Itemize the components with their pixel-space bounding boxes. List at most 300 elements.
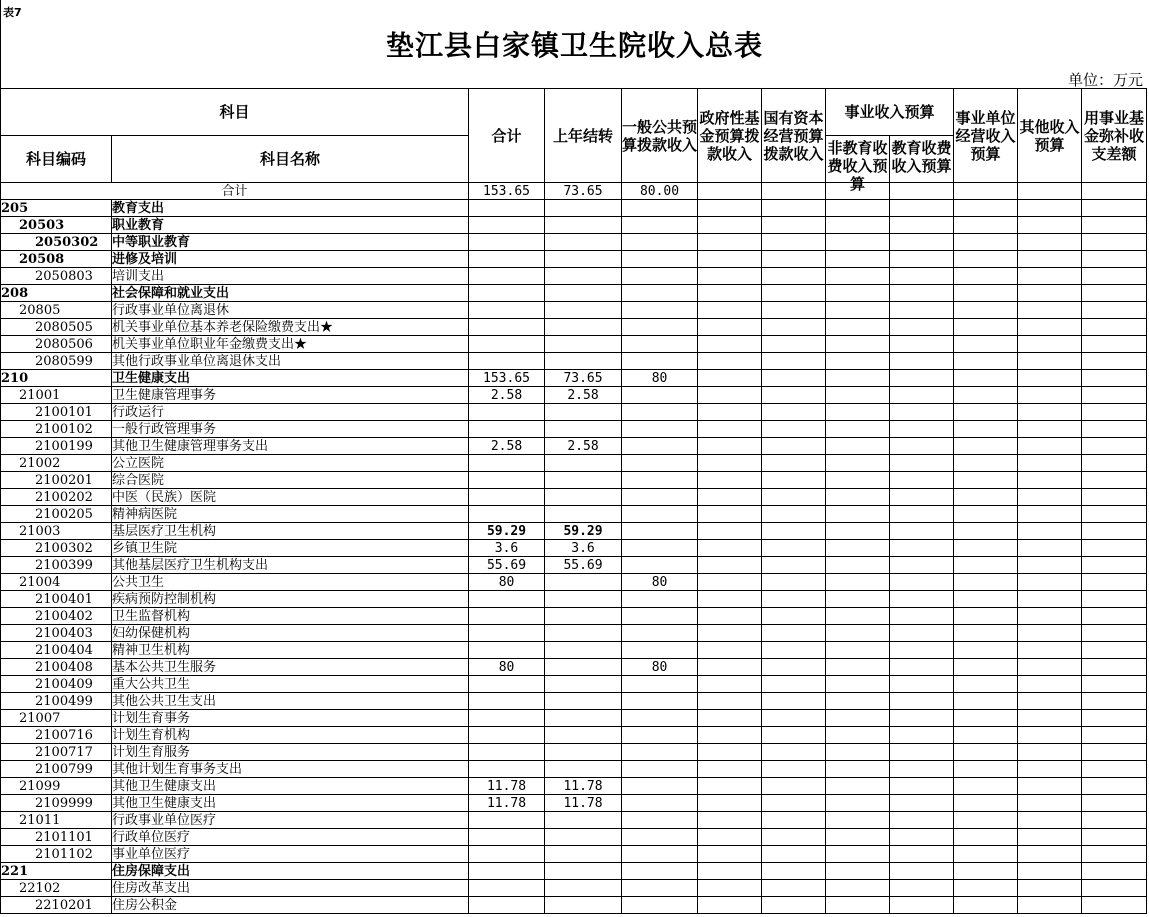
empty-cell [698, 506, 762, 523]
row-code: 2100716 [1, 727, 112, 744]
header-non-edu [826, 136, 890, 193]
empty-cell [1082, 489, 1147, 506]
empty-cell [1082, 642, 1147, 659]
empty-cell [1018, 574, 1082, 591]
empty-cell [826, 846, 890, 863]
empty-cell [762, 455, 826, 472]
table-row [1, 370, 1147, 387]
empty-cell [954, 387, 1018, 404]
empty-cell [762, 727, 826, 744]
empty-cell [954, 523, 1018, 540]
row-general [622, 846, 698, 863]
empty-cell [954, 200, 1018, 217]
row-code: 2100404 [1, 642, 112, 659]
empty-cell [698, 727, 762, 744]
empty-cell [1018, 608, 1082, 625]
empty-cell [826, 489, 890, 506]
row-general [622, 353, 698, 370]
row-total [469, 251, 545, 268]
empty-cell [762, 234, 826, 251]
row-total [469, 710, 545, 727]
empty-cell [954, 217, 1018, 234]
empty-cell [762, 744, 826, 761]
row-carryover [545, 676, 622, 693]
header-total: 合计 [469, 89, 545, 183]
empty-cell [826, 336, 890, 353]
empty-cell [1018, 778, 1082, 795]
row-name: 职业教育 [112, 217, 469, 234]
empty-cell [762, 404, 826, 421]
row-code: 210 [1, 370, 112, 387]
empty-cell [762, 217, 826, 234]
empty-cell [826, 608, 890, 625]
empty-cell [698, 472, 762, 489]
empty-cell [826, 200, 890, 217]
row-carryover: 11.78 [545, 778, 622, 795]
row-code: 2080505 [1, 319, 112, 336]
empty-cell [1082, 863, 1147, 880]
empty-cell [890, 251, 954, 268]
row-total [469, 693, 545, 710]
empty-cell [762, 353, 826, 370]
table-row [1, 693, 1147, 710]
row-name: 精神卫生机构 [112, 642, 469, 659]
empty-cell [890, 778, 954, 795]
empty-cell [826, 642, 890, 659]
empty-cell [890, 795, 954, 812]
table-row [1, 302, 1147, 319]
header-gov-fund: 政府性基金预算拨款收入 [698, 89, 762, 183]
empty-cell [826, 251, 890, 268]
row-name: 其他卫生健康支出 [112, 778, 469, 795]
row-code: 2100799 [1, 761, 112, 778]
row-name: 综合医院 [112, 472, 469, 489]
empty-cell [954, 676, 1018, 693]
row-total: 55.69 [469, 557, 545, 574]
empty-cell [826, 302, 890, 319]
row-carryover [545, 336, 622, 353]
empty-cell [1082, 387, 1147, 404]
table-row [1, 863, 1147, 880]
empty-cell [698, 591, 762, 608]
empty-cell [890, 591, 954, 608]
row-general [622, 863, 698, 880]
empty-cell [698, 829, 762, 846]
table-row [1, 251, 1147, 268]
empty-cell [1082, 659, 1147, 676]
empty-cell [826, 472, 890, 489]
empty-cell [1018, 710, 1082, 727]
row-total [469, 829, 545, 846]
empty-cell [762, 336, 826, 353]
empty-cell [698, 489, 762, 506]
empty-cell [826, 217, 890, 234]
empty-cell [954, 455, 1018, 472]
row-general [622, 829, 698, 846]
row-general: 80 [622, 370, 698, 387]
empty-cell [762, 642, 826, 659]
empty-cell [954, 404, 1018, 421]
table-row [1, 353, 1147, 370]
table-row [1, 574, 1147, 591]
empty-cell [698, 217, 762, 234]
row-general [622, 217, 698, 234]
table-row [1, 217, 1147, 234]
empty-cell [826, 812, 890, 829]
empty-cell [890, 404, 954, 421]
empty-cell [1018, 591, 1082, 608]
empty-cell [762, 591, 826, 608]
row-carryover [545, 421, 622, 438]
empty-cell [698, 302, 762, 319]
empty-cell [890, 812, 954, 829]
row-name: 机关事业单位基本养老保险缴费支出★ [112, 319, 469, 336]
header-name: 科目名称 [112, 136, 469, 183]
empty-cell [1082, 540, 1147, 557]
empty-cell [826, 897, 890, 914]
row-total [469, 642, 545, 659]
row-name: 其他基层医疗卫生机构支出 [112, 557, 469, 574]
row-total [469, 812, 545, 829]
empty-cell [826, 387, 890, 404]
row-name: 疾病预防控制机构 [112, 591, 469, 608]
empty-cell [890, 880, 954, 897]
table-row [1, 557, 1147, 574]
empty-cell [762, 676, 826, 693]
empty-cell [762, 285, 826, 302]
row-carryover [545, 472, 622, 489]
empty-cell [762, 625, 826, 642]
total-row [1, 183, 1147, 200]
row-carryover [545, 761, 622, 778]
empty-cell [698, 676, 762, 693]
empty-cell [762, 489, 826, 506]
row-general: 80 [622, 574, 698, 591]
table-row [1, 540, 1147, 557]
empty-cell [698, 523, 762, 540]
empty-cell [1082, 200, 1147, 217]
empty-cell [698, 795, 762, 812]
empty-cell [954, 557, 1018, 574]
empty-cell [890, 897, 954, 914]
row-general [622, 812, 698, 829]
table-row [1, 625, 1147, 642]
row-code: 2100302 [1, 540, 112, 557]
empty-cell [954, 778, 1018, 795]
row-code: 2100403 [1, 625, 112, 642]
row-code: 2100102 [1, 421, 112, 438]
table-row [1, 506, 1147, 523]
row-general [622, 880, 698, 897]
row-carryover [545, 625, 622, 642]
row-carryover [545, 727, 622, 744]
row-general [622, 608, 698, 625]
empty-cell [1018, 234, 1082, 251]
empty-cell [1082, 353, 1147, 370]
empty-cell [1082, 523, 1147, 540]
row-name: 妇幼保健机构 [112, 625, 469, 642]
empty-cell [1018, 438, 1082, 455]
row-carryover [545, 353, 622, 370]
row-carryover [545, 251, 622, 268]
header-business-income: 事业收入预算 [826, 89, 954, 136]
row-total: 153.65 [469, 370, 545, 387]
empty-cell [890, 319, 954, 336]
empty-cell [890, 693, 954, 710]
table-row [1, 268, 1147, 285]
empty-cell [1082, 302, 1147, 319]
row-code: 2100499 [1, 693, 112, 710]
row-carryover [545, 200, 622, 217]
empty-cell [954, 761, 1018, 778]
row-total [469, 863, 545, 880]
row-carryover [545, 608, 622, 625]
row-code: 21011 [1, 812, 112, 829]
row-carryover: 59.29 [545, 523, 622, 540]
empty-cell [954, 421, 1018, 438]
row-code: 2100402 [1, 608, 112, 625]
row-general [622, 557, 698, 574]
row-total [469, 268, 545, 285]
empty-cell [826, 778, 890, 795]
empty-cell [1082, 319, 1147, 336]
empty-cell [890, 710, 954, 727]
empty-cell [890, 506, 954, 523]
empty-cell [954, 625, 1018, 642]
row-total [469, 676, 545, 693]
empty-cell [1082, 268, 1147, 285]
table-row [1, 404, 1147, 421]
table-row [1, 744, 1147, 761]
empty-cell [1018, 761, 1082, 778]
row-name: 公共卫生 [112, 574, 469, 591]
row-name: 行政事业单位离退休 [112, 302, 469, 319]
row-total [469, 302, 545, 319]
empty-cell [698, 574, 762, 591]
empty-cell [954, 506, 1018, 523]
empty-cell [954, 608, 1018, 625]
row-code: 20805 [1, 302, 112, 319]
row-name: 其他公共卫生支出 [112, 693, 469, 710]
table-row [1, 846, 1147, 863]
empty-cell [826, 455, 890, 472]
empty-cell [762, 268, 826, 285]
empty-cell [826, 710, 890, 727]
empty-cell [1018, 812, 1082, 829]
row-general [622, 710, 698, 727]
empty-cell [954, 285, 1018, 302]
table-row [1, 421, 1147, 438]
header-state-capital: 国有资本经营预算拨款收入 [762, 89, 826, 183]
row-name: 卫生健康支出 [112, 370, 469, 387]
empty-cell [1018, 846, 1082, 863]
empty-cell [762, 795, 826, 812]
row-total: 59.29 [469, 523, 545, 540]
empty-cell [698, 285, 762, 302]
table-row [1, 234, 1147, 251]
row-general [622, 302, 698, 319]
row-total [469, 319, 545, 336]
empty-cell [826, 676, 890, 693]
empty-cell [890, 387, 954, 404]
empty-cell [762, 506, 826, 523]
empty-cell [890, 438, 954, 455]
header-non-edu-text: 非教育收费收入预算 [827, 139, 888, 193]
row-general [622, 523, 698, 540]
row-general [622, 625, 698, 642]
empty-cell [954, 268, 1018, 285]
empty-cell [1082, 727, 1147, 744]
row-total [469, 200, 545, 217]
empty-cell [1018, 336, 1082, 353]
empty-cell [762, 523, 826, 540]
empty-cell [954, 812, 1018, 829]
empty-cell [1018, 693, 1082, 710]
empty-cell [1018, 404, 1082, 421]
row-name: 精神病医院 [112, 506, 469, 523]
empty-cell [698, 897, 762, 914]
unit-label: 单位：万元 [1067, 71, 1143, 89]
empty-cell [954, 863, 1018, 880]
empty-cell [1018, 421, 1082, 438]
table-row [1, 319, 1147, 336]
row-code: 2101102 [1, 846, 112, 863]
empty-cell [1018, 353, 1082, 370]
empty-cell [762, 574, 826, 591]
empty-cell [1082, 744, 1147, 761]
row-carryover [545, 744, 622, 761]
empty-cell [1018, 863, 1082, 880]
row-code: 21001 [1, 387, 112, 404]
row-name: 教育支出 [112, 200, 469, 217]
row-carryover [545, 404, 622, 421]
table-row [1, 489, 1147, 506]
empty-cell [826, 880, 890, 897]
row-total [469, 489, 545, 506]
empty-cell [698, 319, 762, 336]
empty-cell [890, 574, 954, 591]
row-code: 2100717 [1, 744, 112, 761]
row-name: 其他卫生健康管理事务支出 [112, 438, 469, 455]
empty-cell [1082, 557, 1147, 574]
empty-cell [762, 540, 826, 557]
row-name: 其他行政事业单位离退休支出 [112, 353, 469, 370]
empty-cell [826, 506, 890, 523]
row-name: 其他计划生育事务支出 [112, 761, 469, 778]
empty-cell [954, 353, 1018, 370]
empty-cell [890, 676, 954, 693]
row-general: 80 [622, 659, 698, 676]
row-carryover [545, 642, 622, 659]
empty-cell [1082, 336, 1147, 353]
row-name: 基层医疗卫生机构 [112, 523, 469, 540]
row-total: 11.78 [469, 795, 545, 812]
row-total: 11.78 [469, 778, 545, 795]
empty-cell [698, 387, 762, 404]
row-carryover [545, 897, 622, 914]
empty-cell [1082, 574, 1147, 591]
empty-cell [954, 489, 1018, 506]
table-row [1, 727, 1147, 744]
row-general [622, 642, 698, 659]
empty-cell [1018, 880, 1082, 897]
empty-cell [890, 523, 954, 540]
empty-cell [762, 251, 826, 268]
row-code: 2210201 [1, 897, 112, 914]
row-code: 20503 [1, 217, 112, 234]
row-name: 重大公共卫生 [112, 676, 469, 693]
empty-cell [698, 268, 762, 285]
empty-cell [1082, 370, 1147, 387]
empty-cell [1082, 285, 1147, 302]
empty-cell [826, 557, 890, 574]
empty-cell [1082, 761, 1147, 778]
row-carryover [545, 285, 622, 302]
row-general [622, 421, 698, 438]
header-edu-text: 教育收费收入预算 [891, 139, 952, 175]
row-general [622, 540, 698, 557]
row-total [469, 472, 545, 489]
empty-cell [762, 829, 826, 846]
empty-cell [1018, 302, 1082, 319]
table-row [1, 795, 1147, 812]
row-total [469, 421, 545, 438]
row-general [622, 761, 698, 778]
row-carryover [545, 659, 622, 676]
empty-cell [698, 846, 762, 863]
row-total [469, 625, 545, 642]
row-general [622, 251, 698, 268]
row-name: 行政事业单位医疗 [112, 812, 469, 829]
row-general [622, 472, 698, 489]
empty-cell [762, 812, 826, 829]
empty-cell [698, 370, 762, 387]
empty-cell [890, 608, 954, 625]
empty-cell [1082, 676, 1147, 693]
empty-cell [954, 438, 1018, 455]
row-name: 行政运行 [112, 404, 469, 421]
empty-cell [826, 540, 890, 557]
empty-cell [762, 863, 826, 880]
table-row [1, 710, 1147, 727]
empty-cell [1082, 897, 1147, 914]
row-carryover: 55.69 [545, 557, 622, 574]
row-code: 2101101 [1, 829, 112, 846]
row-total [469, 727, 545, 744]
table-row [1, 778, 1147, 795]
row-carryover [545, 506, 622, 523]
table-row [1, 897, 1147, 914]
row-name: 住房保障支出 [112, 863, 469, 880]
page-title: 垫江县白家镇卫生院收入总表 [385, 29, 763, 62]
empty-cell [1082, 455, 1147, 472]
row-code: 2100201 [1, 472, 112, 489]
table-row [1, 523, 1147, 540]
empty-cell [890, 761, 954, 778]
row-carryover [545, 710, 622, 727]
row-carryover [545, 234, 622, 251]
row-code: 20508 [1, 251, 112, 268]
empty-cell [698, 761, 762, 778]
empty-cell [826, 234, 890, 251]
empty-cell [1018, 744, 1082, 761]
empty-cell [1018, 200, 1082, 217]
empty-cell [1082, 234, 1147, 251]
row-total [469, 234, 545, 251]
empty-cell [954, 693, 1018, 710]
table-row [1, 812, 1147, 829]
row-code: 208 [1, 285, 112, 302]
